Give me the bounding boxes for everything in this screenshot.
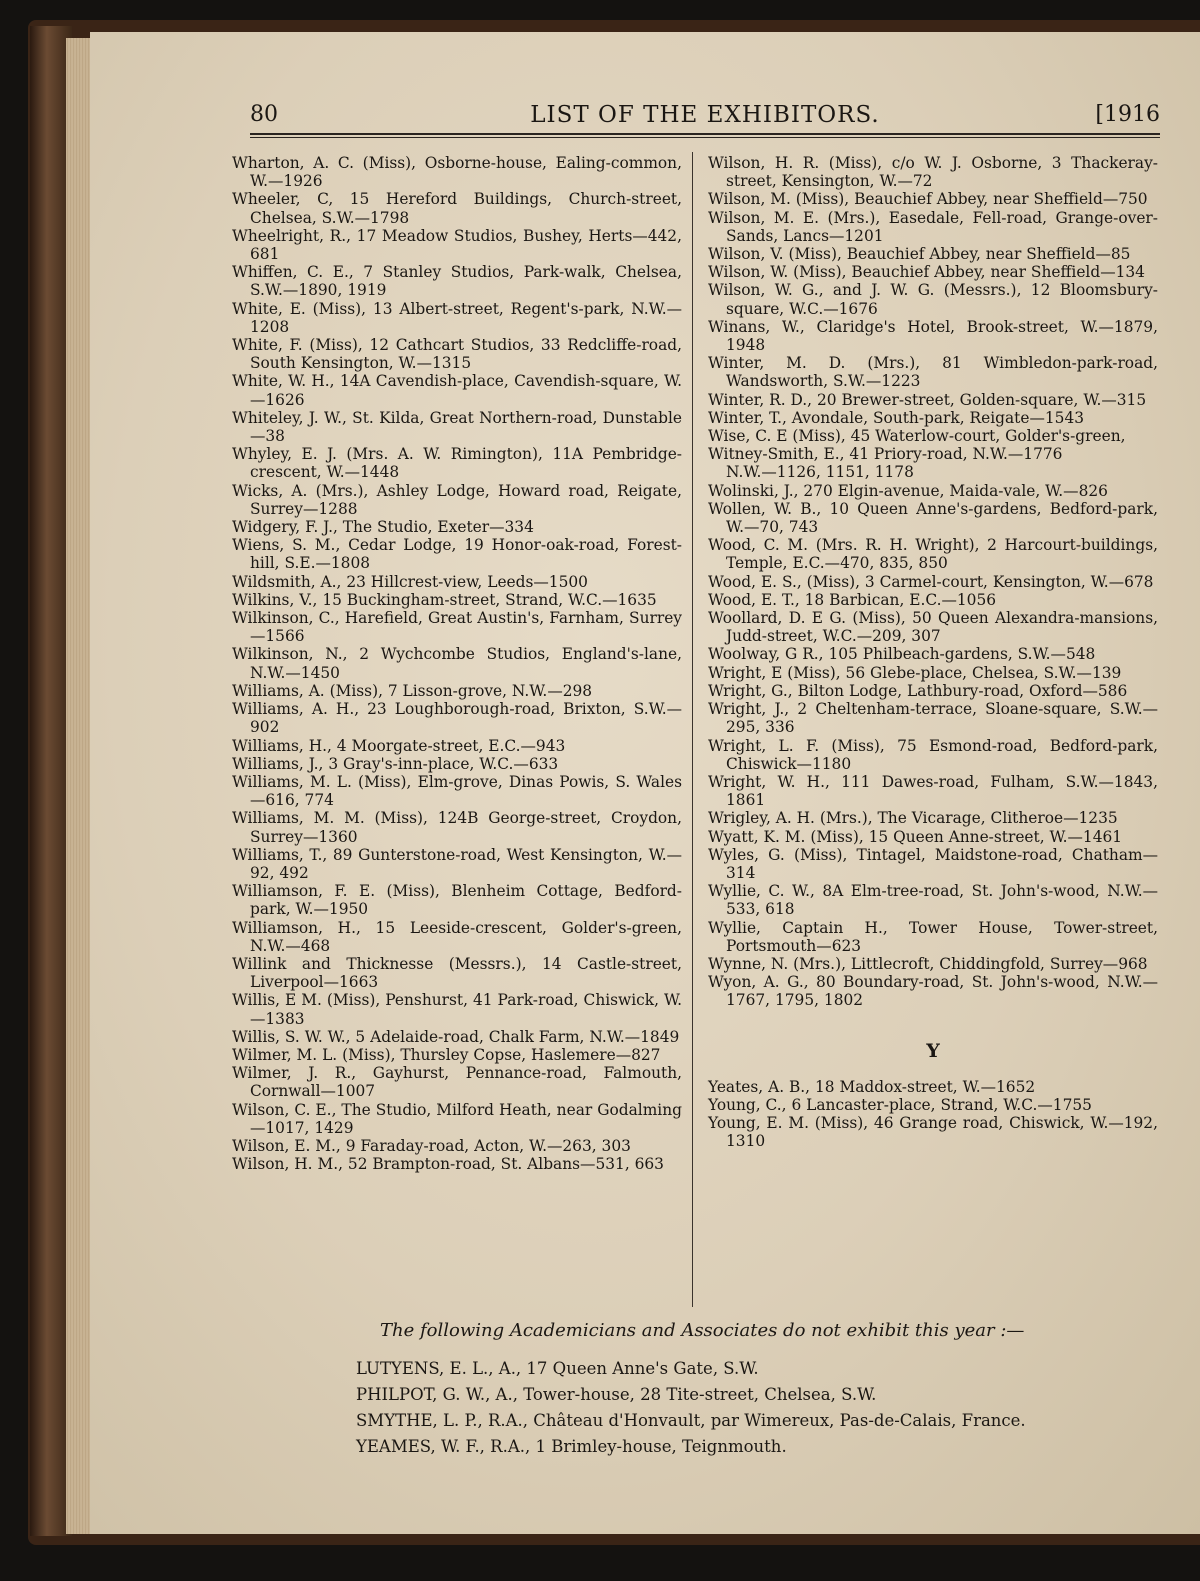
- list-item: Williams, A. (Miss), 7 Lisson-grove, N.W.—298: [232, 681, 593, 700]
- list-item: Williams, T., 89 Gunterstone-road, West Kensington, W.—92, 492: [232, 845, 682, 882]
- page-title: LIST OF THE EXHIBITORS.: [530, 102, 880, 128]
- list-item: Wilson, H. R. (Miss), c/o W. J. Osborne, 3 Thackeray-street, Kensington, W.—72: [708, 154, 1158, 191]
- list-item: Wharton, A. C. (Miss), Osborne-house, Ealing-common, W.—1926: [232, 154, 682, 191]
- list-item: White, F. (Miss), 12 Cathcart Studios, 33 Redcliffe-road, South Kensington, W.—1315: [232, 336, 682, 373]
- list-item: Wilson, W. (Miss), Beauchief Abbey, near Sheffield—134: [708, 263, 1145, 282]
- list-item: Witney-Smith, E., 41 Priory-road, N.W.—1776: [708, 445, 1063, 464]
- academician-entry: YEAMES, W. F., R.A., 1 Brimley-house, Teignmouth.: [356, 1437, 787, 1456]
- list-item: Wright, E (Miss), 56 Glebe-place, Chelsea, S.W.—139: [708, 663, 1122, 682]
- academician-entry: PHILPOT, G. W., A., Tower-house, 28 Tite-street, Chelsea, S.W.: [356, 1385, 877, 1404]
- list-item: Wilson, C. E., The Studio, Milford Heath, near Godalming—1017, 1429: [232, 1100, 682, 1137]
- section-letter: Y: [926, 1039, 940, 1062]
- list-item: Wicks, A. (Mrs.), Ashley Lodge, Howard road, Reigate, Surrey—1288: [232, 481, 682, 518]
- right-column: [708, 154, 1158, 1151]
- list-item: Wilmer, J. R., Gayhurst, Pennance-road, Falmouth, Cornwall—1007: [232, 1064, 682, 1101]
- list-item: Wright, G., Bilton Lodge, Lathbury-road, Oxford—586: [708, 681, 1128, 700]
- list-item: Wilson, H. M., 52 Brampton-road, St. Albans—531, 663: [232, 1155, 664, 1174]
- list-item: Wood, E. S., (Miss), 3 Carmel-court, Kensington, W.—678: [708, 572, 1154, 591]
- list-item: Wilson, V. (Miss), Beauchief Abbey, near Sheffield—85: [708, 245, 1131, 264]
- list-item: Wise, C. E (Miss), 45 Waterlow-court, Golder's-green,: [708, 427, 1126, 446]
- list-item: Wilkins, V., 15 Buckingham-street, Strand, W.C.—1635: [232, 590, 657, 609]
- list-item: Willis, S. W. W., 5 Adelaide-road, Chalk Farm, N.W.—1849: [232, 1027, 680, 1046]
- list-item: Widgery, F. J., The Studio, Exeter—334: [232, 518, 534, 537]
- list-item: Willis, E M. (Miss), Penshurst, 41 Park-road, Chiswick, W.—1383: [232, 991, 682, 1028]
- list-item: Wheelright, R., 17 Meadow Studios, Bushey, Herts—442, 681: [232, 226, 682, 264]
- list-item: Wyllie, Captain H., Tower House, Tower-street, Portsmouth—623: [708, 918, 1158, 955]
- list-item: N.W.—1126, 1151, 1178: [726, 463, 914, 482]
- list-item: Young, E. M. (Miss), 46 Grange road, Chiswick, W.—192, 1310: [708, 1114, 1158, 1151]
- list-item: Williams, A. H., 23 Loughborough-road, Brixton, S.W.—902: [232, 700, 682, 737]
- header-rule-thin: [250, 137, 1160, 138]
- list-item: White, W. H., 14A Cavendish-place, Cavendish-square, W.—1626: [232, 372, 682, 409]
- list-item: Wolinski, J., 270 Elgin-avenue, Maida-vale, W.—826: [708, 481, 1108, 500]
- list-item: Woollard, D. E G. (Miss), 50 Queen Alexandra-mansions, Judd-street, W.C.—209, 307: [708, 609, 1158, 646]
- academician-entry: SMYTHE, L. P., R.A., Château d'Honvault, par Wimereux, Pas-de-Calais, France.: [356, 1411, 1026, 1430]
- list-item: White, E. (Miss), 13 Albert-street, Regent's-park, N.W.—1208: [232, 299, 682, 336]
- list-item: Winter, T., Avondale, South-park, Reigate—1543: [708, 408, 1085, 427]
- column-divider: [692, 152, 693, 1307]
- list-item: Wright, W. H., 111 Dawes-road, Fulham, S.W.—1843, 1861: [708, 772, 1158, 810]
- list-item: Wright, J., 2 Cheltenham-terrace, Sloane-square, S.W.—295, 336: [708, 700, 1158, 737]
- list-item: Wilmer, M. L. (Miss), Thursley Copse, Haslemere—827: [232, 1045, 661, 1064]
- list-item: Wyllie, C. W., 8A Elm-tree-road, St. John's-wood, N.W.—533, 618: [708, 882, 1158, 919]
- list-item: Winans, W., Claridge's Hotel, Brook-street, W.—1879, 1948: [708, 317, 1158, 355]
- list-item: Wildsmith, A., 23 Hillcrest-view, Leeds—1500: [232, 572, 588, 591]
- list-item: Wollen, W. B., 10 Queen Anne's-gardens, Bedford-park, W.—70, 743: [708, 499, 1158, 537]
- list-item: Wrigley, A. H. (Mrs.), The Vicarage, Clitheroe—1235: [708, 809, 1118, 828]
- list-item: Wyon, A. G., 80 Boundary-road, St. John's-wood, N.W.—1767, 1795, 1802: [708, 973, 1158, 1010]
- list-item: Wood, C. M. (Mrs. R. H. Wright), 2 Harcourt-buildings, Temple, E.C.—470, 835, 850: [708, 536, 1158, 573]
- book-page: [90, 32, 1200, 1534]
- page-year: [1916: [1095, 102, 1160, 127]
- list-item: Winter, R. D., 20 Brewer-street, Golden-square, W.—315: [708, 390, 1147, 409]
- list-item: Whiteley, J. W., St. Kilda, Great Northern-road, Dunstable—38: [232, 408, 682, 446]
- list-item: Williams, M. L. (Miss), Elm-grove, Dinas Powis, S. Wales—616, 774: [232, 772, 682, 810]
- list-item: Wyles, G. (Miss), Tintagel, Maidstone-road, Chatham—314: [708, 845, 1158, 882]
- list-item: Wyatt, K. M. (Miss), 15 Queen Anne-street, W.—1461: [708, 827, 1123, 846]
- list-item: Winter, M. D. (Mrs.), 81 Wimbledon-park-road, Wandsworth, S.W.—1223: [708, 354, 1158, 391]
- list-item: Wynne, N. (Mrs.), Littlecroft, Chiddingfold, Surrey—968: [708, 954, 1148, 973]
- list-item: Young, C., 6 Lancaster-place, Strand, W.C.—1755: [708, 1095, 1092, 1114]
- list-item: Wilkinson, N., 2 Wychcombe Studios, England's-lane, N.W.—1450: [232, 645, 682, 682]
- list-item: Yeates, A. B., 18 Maddox-street, W.—1652: [708, 1077, 1036, 1096]
- page-number: 80: [250, 102, 278, 127]
- page-edges: [66, 38, 92, 1534]
- list-item: Wright, L. F. (Miss), 75 Esmond-road, Bedford-park, Chiswick—1180: [708, 736, 1158, 773]
- list-item: Woolway, G R., 105 Philbeach-gardens, S.W.—548: [708, 645, 1096, 664]
- list-item: Wilson, E. M., 9 Faraday-road, Acton, W.—263, 303: [232, 1136, 631, 1155]
- list-item: Williams, M. M. (Miss), 124B George-street, Croydon, Surrey—1360: [232, 809, 682, 846]
- list-item: Wheeler, C, 15 Hereford Buildings, Church-street, Chelsea, S.W.—1798: [232, 190, 682, 227]
- list-item: Whiffen, C. E., 7 Stanley Studios, Park-walk, Chelsea, S.W.—1890, 1919: [232, 263, 682, 300]
- academicians-note: The following Academicians and Associates do not exhibit this year :—: [380, 1320, 1025, 1341]
- list-item: Wilkinson, C., Harefield, Great Austin's, Farnham, Surrey—1566: [232, 609, 682, 646]
- list-item: Williamson, F. E. (Miss), Blenheim Cottage, Bedford-park, W.—1950: [232, 882, 682, 919]
- left-column: [232, 154, 682, 1173]
- list-item: Williamson, H., 15 Leeside-crescent, Golder's-green, N.W.—468: [232, 918, 682, 955]
- list-item: Wood, E. T., 18 Barbican, E.C.—1056: [708, 590, 997, 609]
- list-item: Willink and Thicknesse (Messrs.), 14 Castle-street, Liverpool—1663: [232, 954, 682, 992]
- list-item: Wilson, W. G., and J. W. G. (Messrs.), 12 Bloomsbury-square, W.C.—1676: [708, 281, 1158, 318]
- list-item: Wilson, M. E. (Mrs.), Easedale, Fell-road, Grange-over-Sands, Lancs—1201: [708, 208, 1158, 245]
- list-item: Whyley, E. J. (Mrs. A. W. Rimington), 11A Pembridge-crescent, W.—1448: [232, 445, 682, 482]
- list-item: Wiens, S. M., Cedar Lodge, 19 Honor-oak-road, Forest-hill, S.E.—1808: [232, 536, 682, 573]
- header-rule-thick: [250, 133, 1160, 135]
- list-item: Williams, J., 3 Gray's-inn-place, W.C.—633: [232, 754, 559, 773]
- list-item: Wilson, M. (Miss), Beauchief Abbey, near Sheffield—750: [708, 190, 1148, 209]
- academician-entry: LUTYENS, E. L., A., 17 Queen Anne's Gate, S.W.: [356, 1359, 759, 1378]
- list-item: Williams, H., 4 Moorgate-street, E.C.—943: [232, 736, 566, 755]
